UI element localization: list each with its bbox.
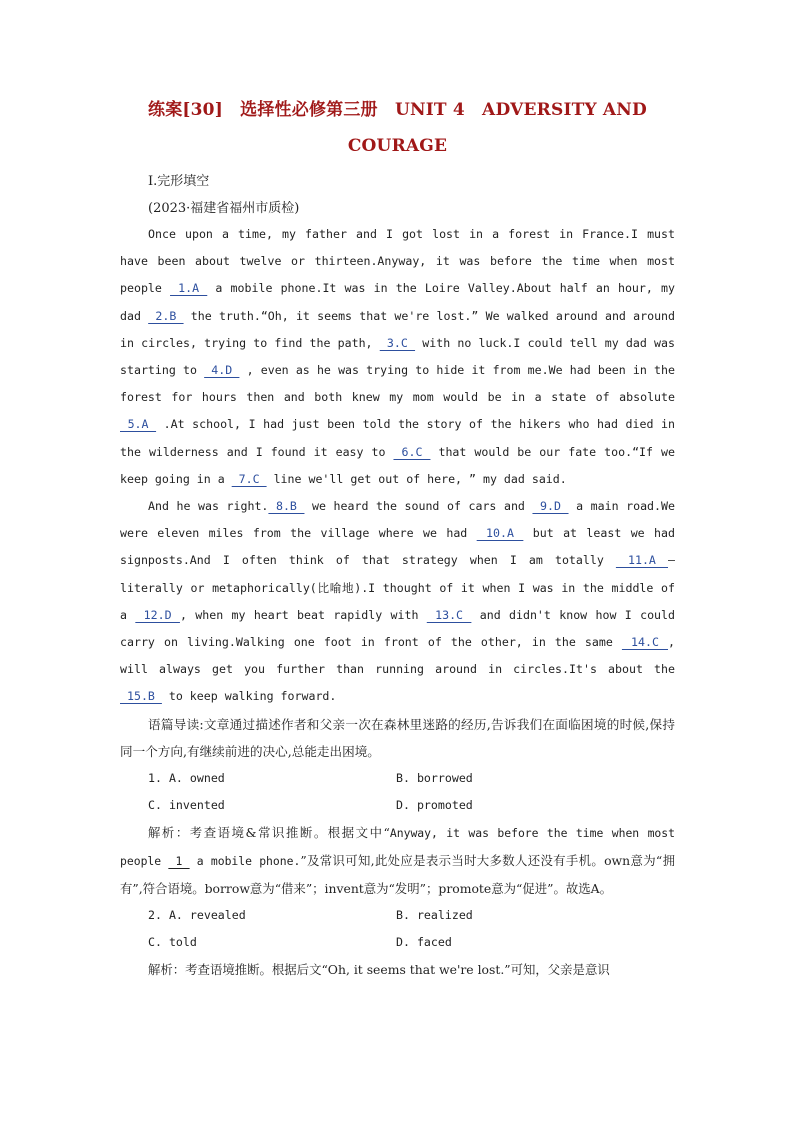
passage-paragraph-1: Once upon a time, my father and I got lost in a forest in France.I must have been about twelve or thirteen.Anyway, it was before the time when most people 1.A a mobile phone.It was in the Loire Valley.About half an hour, my dad 2.B the truth.“Oh, it seems that we're lost.” We walked around and around in circles, trying to find the path, 3.C with no luck.I could tell my dad was starting to 4.D , even as he was trying to hide it from me.We had been in the forest for hours then and both knew my mom would be in a state of absolute 5.A .At school, I had just been told the story of the hikers who had died in the wilderness and I found it easy to 6.C that would be our fate too.“If we keep going in a 7.C line we'll get out of here, ” my dad said. [120, 227, 676, 486]
answer-blank: 4.D [204, 363, 240, 378]
question-1-explanation: 解析：考查语境&常识推断。根据文中“Anyway, it was before the time when most people 1 a mobile phone.”及常识可知,此处应是表示当时大多数人还没有手机。own意为“拥有”,符合语境。borrow意为“借来”；invent意为“发明”；promote意为“促进”。故选A。 [120, 824, 675, 896]
section-heading: Ⅰ.完形填空 [148, 174, 210, 189]
answer-blank: 13.C [426, 607, 472, 622]
answer-blank: 5.A [120, 417, 157, 432]
title-line-2: COURAGE [347, 136, 448, 156]
answer-blank: 14.C [621, 635, 668, 650]
option-d: D. promoted [396, 797, 473, 812]
option-d: D. faced [396, 934, 452, 949]
source-note: (2023·福建省福州市质检) [148, 201, 300, 216]
page-title [120, 92, 675, 164]
passage-guide: 语篇导读:文章通过描述作者和父亲一次在森林里迷路的经历,告诉我们在面临困境的时候,保持同一个方向,有继续前进的决心,总能走出困境。 [120, 716, 675, 759]
answer-blank: 3.C [379, 335, 416, 350]
question-1-options [120, 765, 675, 819]
answer-blank: 9.D [532, 499, 569, 514]
answer-blank: 10.A [476, 526, 524, 541]
option-a: 1. A. owned [148, 770, 225, 785]
option-b: B. realized [396, 907, 473, 922]
option-c: C. invented [148, 797, 225, 812]
worksheet-page [120, 92, 675, 983]
answer-blank: 12.D [135, 607, 180, 622]
answer-blank: 11.A [615, 553, 668, 568]
question-2-options [120, 902, 675, 956]
answer-blank: 1.A [170, 281, 208, 296]
explanation-blank: 1 [168, 853, 190, 868]
answer-blank: 15.B [120, 689, 162, 704]
option-a: 2. A. revealed [148, 907, 246, 922]
question-2-explanation: 解析：考查语境推断。根据后文“Oh, it seems that we're lost.”可知，父亲是意识 [148, 961, 610, 977]
passage-paragraph-2: And he was right. 8.B we heard the sound of cars and 9.D a main road.We were eleven miles from the village where we had 10.A but at least we had signposts.And I often think of that strategy when I am totally 11.A — literally or metaphorically(比喻地).I thought of it when I was in the middle of a 12.D , when my heart beat rapidly with 13.C and didn't know how I could carry on living.Walking one foot in front of the other, in the same 14.C , will always get you further than running around in circles.It's about the 15.B to keep walking forward. [120, 499, 675, 704]
answer-blank: 6.C [393, 444, 431, 459]
option-b: B. borrowed [396, 770, 473, 785]
title-line-1: 练案[30] 选择性必修第三册 UNIT 4 ADVERSITY AND [148, 100, 647, 120]
answer-blank: 8.B [268, 499, 305, 514]
option-c: C. told [148, 934, 197, 949]
answer-blank: 2.B [148, 308, 184, 323]
answer-blank: 7.C [231, 471, 267, 486]
